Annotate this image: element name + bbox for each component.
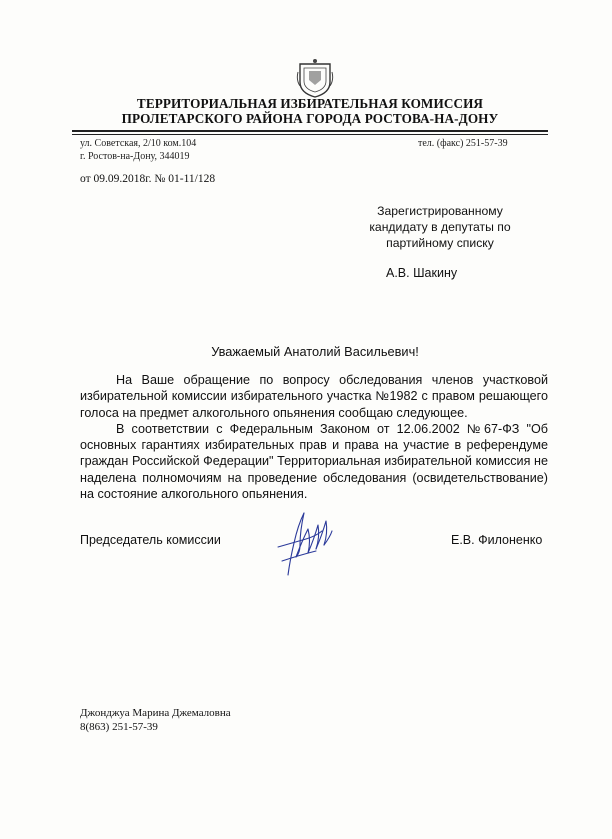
org-name-line1: ТЕРРИТОРИАЛЬНАЯ ИЗБИРАТЕЛЬНАЯ КОМИССИЯ [136,96,484,111]
contact-block [80,706,231,734]
recipient-line: Зарегистрированному [377,204,503,218]
greeting: Уважаемый Анатолий Васильевич! [211,344,419,359]
address-street: ул. Советская, 2/10 ком.104 [80,138,197,149]
handwritten-signature [270,505,340,580]
signatory-title: Председатель комиссии [80,533,221,547]
contact-phone: 8(863) 251-57-39 [80,721,158,733]
signatory-name: Е.В. Филоненко [451,533,543,547]
recipient-name: А.В. Шакину [386,266,458,280]
recipient-line: партийному списку [386,236,494,250]
reference-number: от 09.09.2018г. № 01-11/128 [80,173,216,185]
recipient-block [360,203,520,251]
header-divider-thick [72,130,548,132]
org-name-line2: ПРОЛЕТАРСКОГО РАЙОНА ГОРОДА РОСТОВА-НА-ДОНУ [121,111,499,126]
address-city: г. Ростов-на-Дону, 344019 [80,151,190,162]
recipient-line: кандидату в депутаты по [369,220,511,234]
letter-body [80,372,548,502]
contact-name: Джонджуа Марина Джемаловна [80,707,231,719]
header-divider-thin [72,134,548,135]
coat-of-arms-icon [296,58,334,98]
body-paragraph: В соответствии с Федеральным Законом от 12.06.2002 №67-ФЗ "Об основных гарантиях избирательных прав и права на участие в референдуме граждан Российской Федерации" Территориальная избирательной комиссия не наделена полномочиям на проведение обследования (освидетельствование) на состояние алкогольного опьянения. [80,421,548,502]
phone-fax: тел. (факс) 251-57-39 [418,138,508,149]
body-paragraph: На Ваше обращение по вопросу обследования членов участковой избирательной комиссии избирательного участка №1982 с правом решающего голоса на предмет алкогольного опьянения сообщаю следующее. [80,373,548,420]
